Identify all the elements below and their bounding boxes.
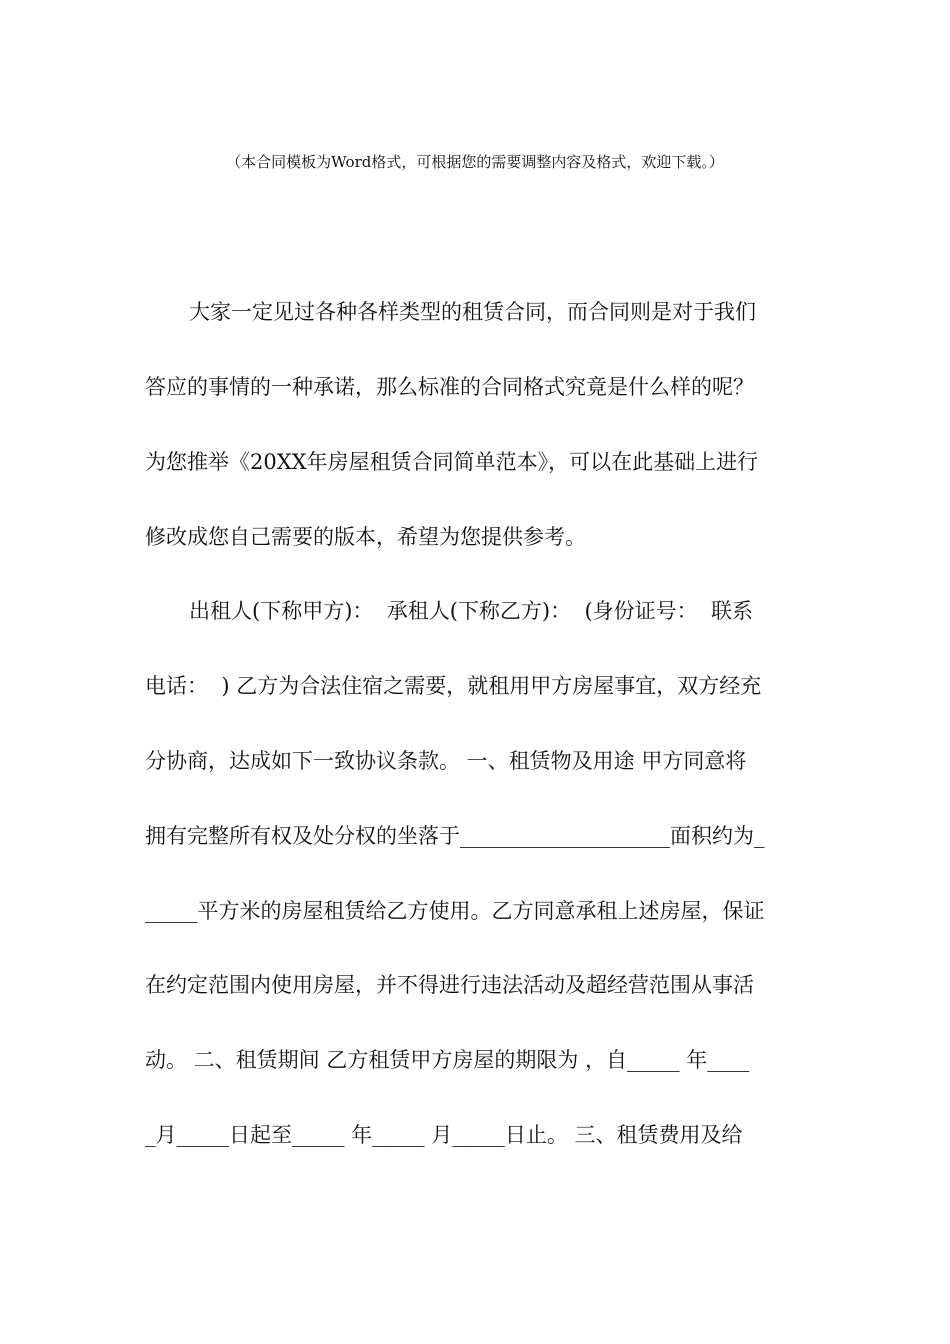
paragraph-line-1: 大家一定见过各种各样类型的租赁合同，而合同则是对于我们 (189, 300, 756, 324)
paragraph-line-3: 为您推举《20XX年房屋租赁合同简单范本》，可以在此基础上进行 (145, 450, 759, 474)
paragraph-line-12: _月_____日起至_____ 年_____ 月_____日止。 三、租赁费用及给 (145, 1123, 743, 1147)
paragraph-line-4: 修改成您自己需要的版本，希望为您提供参考。 (145, 525, 586, 549)
paragraph-line-10: 在约定范围内使用房屋，并不得进行违法活动及超经营范围从事活 (145, 973, 754, 997)
paragraph-line-2: 答应的事情的一种承诺，那么标准的合同格式究竟是什么样的呢？ (145, 375, 754, 399)
paragraph-line-11: 动。 二、租赁期间 乙方租赁甲方房屋的期限为 ，自_____ 年____ (145, 1048, 750, 1072)
paragraph-line-7: 分协商，达成如下一致协议条款。 一、租赁物及用途 甲方同意将 (145, 749, 747, 773)
paragraph-line-5: 出租人(下称甲方)： 承租人(下称乙方)： (身份证号： 联系 (189, 599, 754, 623)
paragraph-line-8: 拥有完整所有权及处分权的坐落于____________________面积约为_ (145, 824, 765, 848)
template-note: （本合同模板为Word格式，可根据您的需要调整内容及格式，欢迎下载。） (226, 153, 724, 171)
paragraph-line-6: 电话： ) 乙方为合法住宿之需要，就租用甲方房屋事宜，双方经充 (145, 674, 762, 698)
paragraph-line-9: _____平方米的房屋租赁给乙方使用。乙方同意承租上述房屋，保证 (145, 899, 765, 923)
